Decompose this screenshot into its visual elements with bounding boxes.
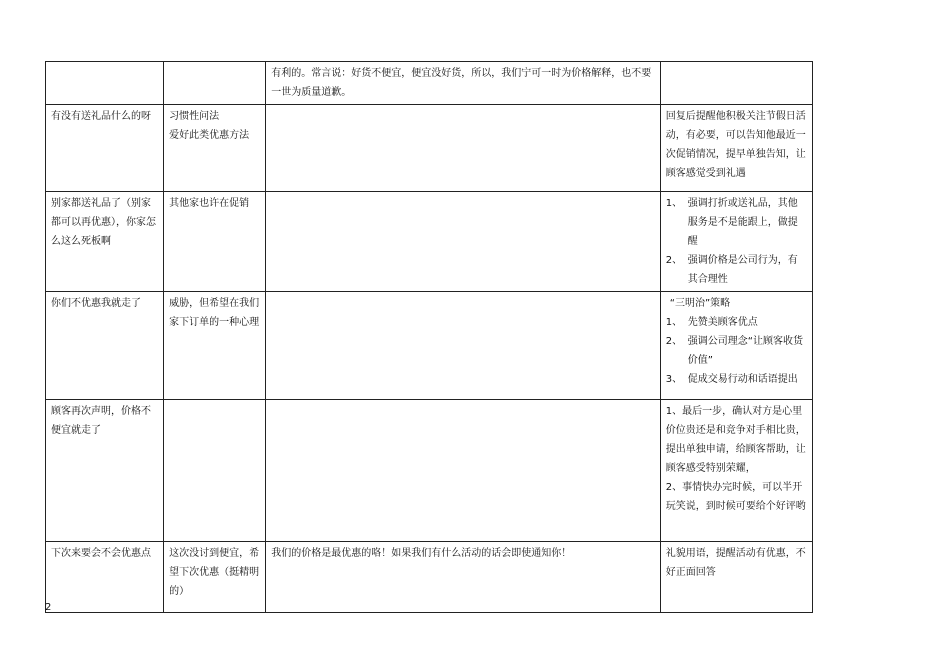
item-number: 1、 (665, 317, 683, 328)
item-number: 2、 (665, 336, 683, 347)
question-cell (46, 400, 164, 542)
analysis-cell (164, 400, 266, 542)
question-cell (46, 292, 164, 400)
answer-text: 我们的价格是最优惠的咯！如果我们有什么活动的话会即使通知你！ (271, 548, 572, 559)
analysis-text: 这次没讨到便宜，希望下次优惠（挺精明的） (169, 548, 260, 597)
table-row (46, 400, 813, 542)
question-text: 顾客再次声明，价格不便宜就走了 (51, 406, 151, 436)
item-text: 促成交易行动和话语提出 (687, 374, 798, 385)
item-number: 1、 (665, 198, 683, 209)
tip-cell (660, 192, 812, 292)
question-cell (46, 62, 164, 105)
tip-paragraph: 2、事情快办完时候，可以半开玩笑说，到时候可要给个好评哟 (665, 482, 806, 512)
answer-cell (266, 62, 661, 105)
analysis-cell (164, 192, 266, 292)
tip-paragraph: 1、最后一步，确认对方是心里价位贵还是和竞争对手相比贵，提出单独申请，给顾客帮助，让顾客感受特别荣耀， (665, 406, 806, 474)
table-row (46, 105, 813, 192)
list-item (666, 332, 807, 370)
table-row (46, 542, 813, 613)
list-item (666, 370, 807, 389)
question-text: 下次来要会不会优惠点 (51, 548, 151, 559)
item-text: 强调价格是公司行为，有其合理性 (687, 255, 798, 285)
tip-text: 礼貌用语，提醒活动有优惠，不好正面回答 (665, 548, 806, 578)
question-text: 别家都送礼品了（别家都可以再优惠），你家怎么这么死板啊 (51, 198, 156, 247)
answer-cell (266, 192, 661, 292)
qa-table (45, 61, 813, 613)
question-text: 你们不优惠我就走了 (51, 298, 141, 309)
analysis-cell (164, 105, 266, 192)
analysis-cell (164, 292, 266, 400)
analysis-text: 威胁，但希望在我们家下订单的一种心理 (169, 298, 260, 328)
table-row (46, 292, 813, 400)
tip-cell (660, 400, 812, 542)
question-cell (46, 105, 164, 192)
item-number: 3、 (665, 374, 683, 385)
item-text: 强调公司理念“让顾客收货价值” (687, 336, 803, 366)
tip-list (666, 194, 807, 289)
analysis-text: 习惯性问法 爱好此类优惠方法 (169, 111, 250, 141)
analysis-cell (164, 542, 266, 613)
answer-cell (266, 292, 661, 400)
tip-cell (660, 542, 812, 613)
tip-cell (660, 105, 812, 192)
answer-cell (266, 542, 661, 613)
list-item (666, 251, 807, 289)
list-item (666, 194, 807, 251)
answer-cell (266, 400, 661, 542)
analysis-cell (164, 62, 266, 105)
tip-title: “三明治”策略 (669, 298, 731, 309)
item-text: 先赞美顾客优点 (687, 317, 758, 328)
tip-list (666, 313, 807, 389)
item-text: 强调打折或送礼品，其他服务是不是能跟上，做提醒 (687, 198, 798, 247)
answer-cell (266, 105, 661, 192)
answer-text: 有利的。常言说：好货不便宜，便宜没好货，所以，我们宁可一时为价格解释，也不要一世为质量道歉。 (271, 68, 652, 98)
tip-cell (660, 62, 812, 105)
question-cell (46, 192, 164, 292)
table-row (46, 192, 813, 292)
analysis-text: 其他家也许在促销 (169, 198, 250, 209)
item-number: 2、 (665, 255, 683, 266)
question-text: 有没有送礼品什么的呀 (51, 111, 151, 122)
list-item (666, 313, 807, 332)
question-cell (46, 542, 164, 613)
tip-cell (660, 292, 812, 400)
tip-text: 回复后提醒他积极关注节假日活动，有必要，可以告知他最近一次促销情况，提早单独告知，让顾客感觉受到礼遇 (665, 111, 806, 179)
table-row (46, 62, 813, 105)
page-number: 2 (45, 602, 52, 613)
